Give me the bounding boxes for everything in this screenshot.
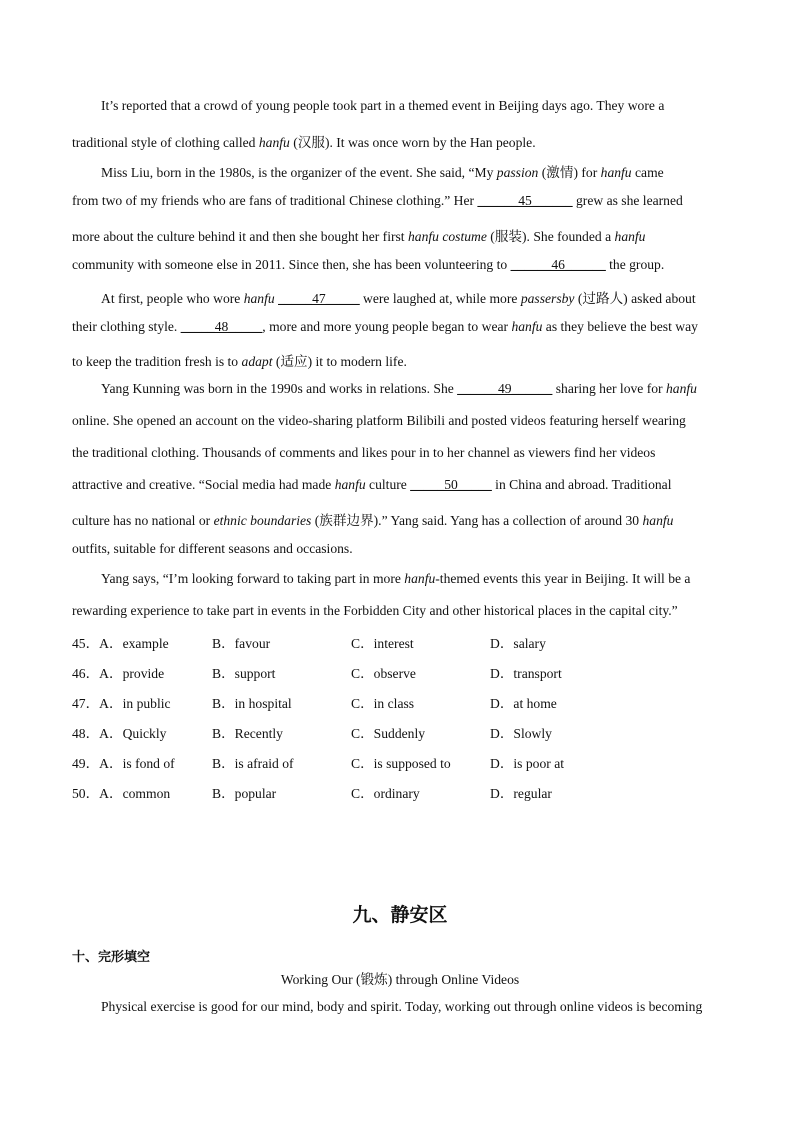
option-a[interactable]: 49．A．is fond of [72,756,175,771]
option-c[interactable]: C．Suddenly [351,726,426,741]
passage-line: Miss Liu, born in the 1980s, is the organizer of the event. She said, “My passion (激情) for hanfu came [101,165,664,180]
option-c[interactable]: C．observe [351,666,416,681]
blank-50: _____50_____ [410,477,492,492]
option-d[interactable]: D．regular [490,786,552,801]
option-d[interactable]: D．transport [490,666,562,681]
blank-45: ______45______ [477,193,573,208]
section-title: 九、静安区 [352,904,448,926]
option-b[interactable]: B．in hospital [212,696,292,711]
option-b[interactable]: B．is afraid of [212,756,294,771]
option-d[interactable]: D．salary [490,636,546,651]
passage-line: from two of my friends who are fans of traditional Chinese clothing.” Her ______45______ grew as she learned [72,193,683,208]
passage-line: Yang says, “I’m looking forward to taking part in more hanfu-themed events this year in Beijing. It will be a [101,571,691,586]
option-a[interactable]: 47．A．in public [72,696,171,711]
passage-line: rewarding experience to take part in events in the Forbidden City and other historical places in the capital city.” [72,603,678,618]
option-b[interactable]: B．Recently [212,726,283,741]
blank-48: _____48_____ [180,319,263,334]
passage-line: their clothing style. _____48_____, more and more young people began to wear hanfu as they believe the best way [72,319,698,334]
option-d[interactable]: D．Slowly [490,726,552,741]
passage-line: more about the culture behind it and then she bought her first hanfu costume (服装). She founded a hanfu [72,229,646,244]
blank-49: ______49______ [457,381,553,396]
passage-title: Working Our (锻炼) through Online Videos [280,972,520,987]
option-a[interactable]: 45．A．example [72,636,169,651]
blank-46: ______46______ [510,257,606,272]
option-d[interactable]: D．at home [490,696,557,711]
passage-line: online. She opened an account on the video-sharing platform Bilibili and posted videos featuring herself wearing [72,413,686,428]
passage-line: Yang Kunning was born in the 1990s and works in relations. She ______49______ sharing her love for hanfu [101,381,697,396]
option-c[interactable]: C．interest [351,636,414,651]
option-c[interactable]: C．is supposed to [351,756,451,771]
passage-line: community with someone else in 2011. Since then, she has been volunteering to ______46______ the group. [72,257,665,272]
passage-line: attractive and creative. “Social media had made hanfu culture _____50_____ in China and abroad. Traditional [72,477,672,492]
passage-line: At first, people who wore hanfu _____47_____ were laughed at, while more passersby (过路人) asked about [101,291,696,306]
sub-title: 十、完形填空 [72,950,151,965]
passage-line: Physical exercise is good for our mind, body and spirit. Today, working out through online videos is becoming [101,999,703,1014]
option-c[interactable]: C．ordinary [351,786,420,801]
passage-line: traditional style of clothing called hanfu (汉服). It was once worn by the Han people. [72,135,536,150]
option-a[interactable]: 46．A．provide [72,666,165,681]
option-a[interactable]: 50．A．common [72,786,171,801]
option-b[interactable]: B．support [212,666,276,681]
passage-line: the traditional clothing. Thousands of comments and likes pour in to her channel as viewers find her videos [72,445,656,460]
passage-line: It’s reported that a crowd of young people took part in a themed event in Beijing days ago. They wore a [101,98,665,113]
option-a[interactable]: 48．A．Quickly [72,726,167,741]
blank-47: _____47_____ [278,291,360,306]
passage-line: outfits, suitable for different seasons and occasions. [72,541,353,556]
option-d[interactable]: D．is poor at [490,756,565,771]
passage-line: to keep the tradition fresh is to adapt (适应) it to modern life. [72,354,407,369]
option-b[interactable]: B．popular [212,786,277,801]
option-c[interactable]: C．in class [351,696,415,711]
option-b[interactable]: B．favour [212,636,271,651]
passage-line: culture has no national or ethnic boundaries (族群边界).” Yang said. Yang has a collection of around 30 hanfu [72,513,674,528]
